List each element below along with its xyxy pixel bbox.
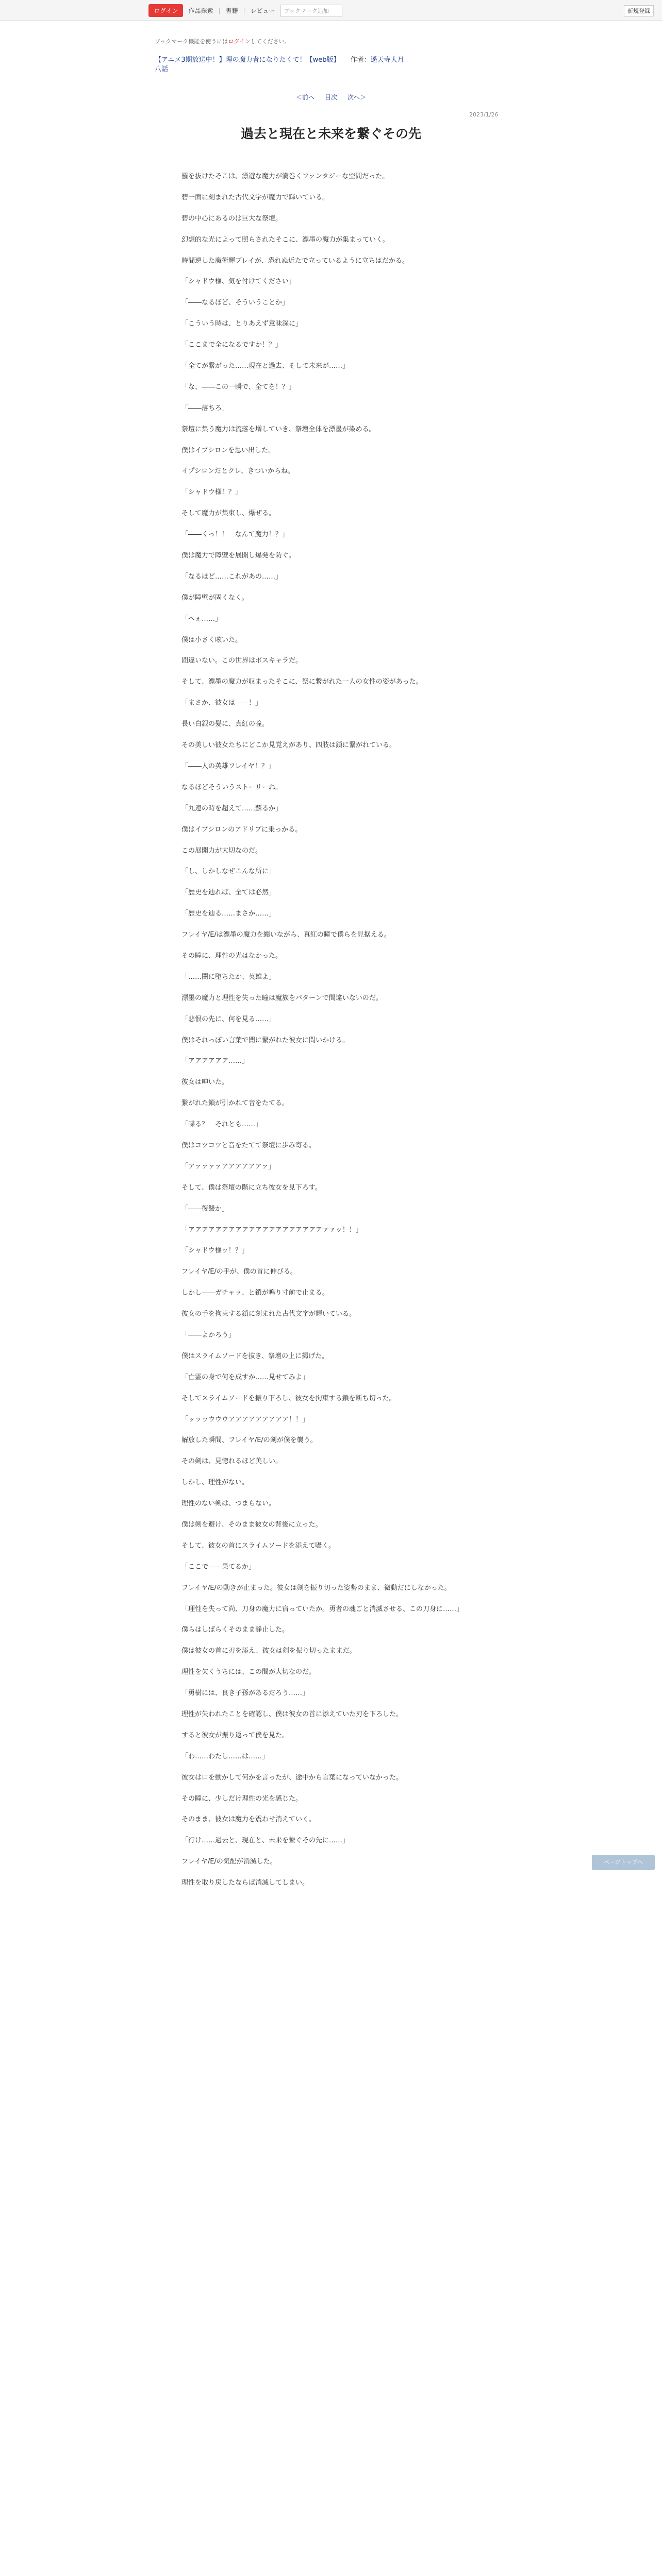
body-paragraph: その瞳に、少しだけ理性の光を感じた。 [181,1794,303,1803]
body-paragraph: なるほどそういうストーリーね。 [181,783,283,791]
work-title-block [155,56,474,74]
body-paragraph: 碧の中心にあるのは巨大な祭壇。 [181,214,283,223]
body-paragraph: そして、僕は祭壇の階に立ち彼女を見下ろす。 [181,1183,322,1192]
body-paragraph: そしてスライムソードを振り下ろし、彼女を拘束する鎖を断ち切った。 [181,1394,396,1402]
publish-date: 2023/1/26 [469,111,499,118]
top-bar [0,0,662,21]
pager-top [0,93,662,101]
page-top-button[interactable]: ページトップへ [592,1855,655,1870]
body-paragraph: 「――人の英雄フレイヤ！？」 [181,762,275,770]
nav-separator: | [243,7,245,14]
body-paragraph: 「わ……わたし……は……」 [181,1752,269,1760]
body-paragraph: 「全てが繋がった……現在と過去、そして未来が……」 [181,362,350,370]
nav-link-books[interactable]: 書籍 [225,7,238,14]
body-paragraph: 漂墨の魔力と理性を失った瞳は魔族をパターンで間違いないのだ。 [181,994,383,1002]
body-paragraph: 彼女は呻いた。 [181,1078,229,1087]
body-paragraph: 僕はイプシロンのアドリブに乗っかる。 [181,825,302,834]
author-link[interactable]: 遥天寺大月 [370,56,404,64]
body-paragraph: 理性が失われたことを確認し、僕は彼女の首に添えていた刃を下ろした。 [181,1710,403,1719]
body-paragraph: 「シャドウ様、気を付けてください」 [181,278,295,286]
body-paragraph: 「亡霊の身で何を成すか……見せてみよ」 [181,1373,309,1381]
body-paragraph: 彼女は口を動かして何かを言ったが、途中から言葉になっていなかった。 [181,1773,403,1782]
body-paragraph: フレイヤ/E/の手が、僕の首に伸びる。 [181,1268,297,1276]
body-paragraph: 時間逆した魔術輝ブレイが、恐れぬ近たで立っているように立ちはだかる。 [181,257,409,265]
body-paragraph: フレイヤ/E/の気配が消滅した。 [181,1858,277,1866]
body-paragraph: 「アァァァァアアアアアアァ」 [181,1162,275,1171]
body-paragraph: 僕は彼女の首に刃を添え、彼女は剣を振り切ったままだ。 [181,1647,356,1655]
body-paragraph: そして、漂墨の魔力が収まったそこに、祭に繋がれた一人の女性の姿があった。 [181,678,423,686]
login-notice [155,37,290,45]
notice-text: してください。 [250,38,290,45]
body-paragraph: そして、彼女の首にスライムソードを添えて囁く。 [181,1541,336,1550]
body-paragraph: しかし、理性がない。 [181,1479,249,1487]
body-paragraph: 「勇樹には、良き子孫があるだろう……」 [181,1689,309,1698]
body-paragraph: その美しい彼女たちにどこか見覚えがあり、四肢は鎖に繋がれている。 [181,741,396,750]
body-paragraph: 「……闇に堕ちたか、英雄よ」 [181,973,276,981]
body-paragraph: 祭壇に集う魔力は流落を増していき、祭壇全体を漂墨が染める。 [181,425,376,433]
next-link[interactable]: 次へ＞ [347,94,367,101]
body-paragraph: 「行け……過去と、現在と、未来を繋ぐその先に……」 [181,1837,350,1845]
body-paragraph: 「なるほど……これがあの……」 [181,572,283,581]
chapter-body [181,172,491,1900]
body-paragraph: 「――なるほど、そういうことか」 [181,299,289,307]
body-paragraph: 解放した瞬間、フレイヤ/E/の剣が僕を襲う。 [181,1436,317,1445]
body-paragraph: 「こういう時は、とりあえず意味深に」 [181,320,303,328]
body-paragraph: 「歴史を辿る……まさか……」 [181,910,276,918]
body-paragraph: 僕は剣を避け、そのまま彼女の背後に立った。 [181,1521,322,1529]
body-paragraph: 「悲恨の先に、何を見る……」 [181,1015,276,1023]
login-button[interactable]: ログイン [148,4,183,17]
prev-link[interactable]: ＜前へ [295,94,315,101]
body-paragraph: 「ッッッウウウアアアアアアアアア！！」 [181,1415,309,1423]
body-paragraph: 「――復讐か」 [181,1205,229,1213]
body-paragraph: そのまま、彼女は魔力を震わせ消えていく。 [181,1816,316,1824]
body-paragraph: 「アアアアアア……」 [181,1057,249,1065]
notice-text: ブックマーク機能を使うには [155,38,228,45]
chapter-number: 八話 [155,65,169,73]
body-paragraph: 彼女の手を拘束する鎖に刻まれた古代文字が輝いている。 [181,1310,356,1318]
body-paragraph: 僕らはしばらくそのまま静止した。 [181,1626,289,1634]
body-paragraph: 理性を取り戻したならば消滅してしまい。 [181,1879,309,1887]
body-paragraph: イプシロンだとクレ、きついからね。 [181,467,295,476]
body-paragraph: 羅を抜けたそこは、漂遊な魔力が満巻くファンタジーな空間だった。 [181,173,389,180]
body-paragraph: 僕はコツコツと音をたてて祭壇に歩み寄る。 [181,1141,316,1149]
body-paragraph: 「喋る？ それとも……」 [181,1121,262,1129]
body-paragraph: 「――くっ！！ なんて魔力！？」 [181,531,289,539]
body-paragraph: その剣は、見惚れるほど美しい。 [181,1458,283,1466]
chapter-title: 過去と現在と未来を繋ぐその先 [240,126,421,141]
body-paragraph: 「し、しかしなぜこんな所に」 [181,868,276,876]
nav-separator: | [218,7,221,14]
body-paragraph: 僕が障壁が固くなく。 [181,594,249,602]
author-label: 作者： [350,56,371,64]
body-paragraph: 僕はスライムソードを抜き、祭壇の上に掲げた。 [181,1352,329,1360]
work-title-link[interactable]: 【アニメ3期放送中！】理の魔力者になりたくて！【web版】 [155,56,340,64]
body-paragraph: 「理性を失って尚、刀身の魔力に宿っていたか。勇者の魂ごと消滅させる、この刀身に……」 [181,1605,464,1613]
body-paragraph: その瞳に、理性の光はなかった。 [181,952,283,960]
body-paragraph: 「へぇ……」 [181,615,222,623]
body-paragraph: この展開力が大切なのだ。 [181,846,262,855]
body-paragraph: 「九連の時を超えて……蘇るか」 [181,804,283,812]
bookmark-add-input[interactable]: ブックマーク追加 [280,5,342,17]
body-paragraph: 「歴史を辿れば、全ては必然」 [181,889,276,897]
nav-link-reviews[interactable]: レビュー [250,7,275,14]
body-paragraph: 幻想的な光によって照らされたそこに、漂墨の魔力が集まっていく。 [181,235,389,244]
body-paragraph: 「アアアアアアアアアアアアアアアアアアアアァァッ！！」 [181,1226,362,1234]
body-paragraph: 繋がれた鎖が引かれて音をたてる。 [181,1099,289,1108]
body-paragraph: 「ここで――果てるか」 [181,1563,256,1571]
body-paragraph: フレイヤ/E/は漂墨の魔力を纏いながら、真紅の瞳で僕らを見据える。 [181,931,391,939]
toc-link[interactable]: 目次 [324,94,337,101]
body-paragraph: 僕はそれっぽい言葉で闇に繋がれた彼女に問いかける。 [181,1036,350,1044]
body-paragraph: 「ここまで全になるですか！？」 [181,341,282,349]
body-paragraph: そして魔力が集束し、爆ぜる。 [181,510,276,518]
notice-login-link[interactable]: ログイン [228,38,251,45]
body-paragraph: 「――落ちろ」 [181,404,229,412]
body-paragraph: 僕はイプシロンを思い出した。 [181,446,275,454]
body-paragraph: 僕は魔力で障壁を展開し爆発を防ぐ。 [181,552,295,560]
body-paragraph: 僕は小さく呟いた。 [181,636,242,644]
register-button[interactable]: 新規登録 [624,5,654,16]
body-paragraph: フレイヤ/E/の動きが止まった。彼女は剣を振り切った姿勢のまま、微動だにしなかった。 [181,1584,451,1592]
body-paragraph: 「な、――この一瞬で、全てを！？」 [181,383,295,391]
body-paragraph: 「シャドウ様ッ！？」 [181,1247,249,1255]
body-paragraph: 理性のない剣は、つまらない。 [181,1500,276,1508]
body-paragraph: すると彼女が振り返って僕を見た。 [181,1731,289,1739]
body-paragraph: 「――よかろう」 [181,1331,236,1339]
body-paragraph: 理性を欠くうちには、この間が大切なのだ。 [181,1668,316,1676]
body-paragraph: 「まさか、彼女は――！」 [181,699,262,707]
body-paragraph: 碧一面に刻まれた古代文字が魔力で輝いている。 [181,193,329,201]
body-paragraph: 長い白銀の髪に、真紅の瞳。 [181,720,269,728]
body-paragraph: 間違いない。この世界はボスキャラだ。 [181,657,303,665]
body-paragraph: 「シャドウ様！？」 [181,488,242,497]
top-nav [148,4,342,17]
body-paragraph: しかし――ガチャッ、と鎖が鳴り寸前で止まる。 [181,1289,329,1297]
nav-link-explore[interactable]: 作品探索 [188,7,213,14]
